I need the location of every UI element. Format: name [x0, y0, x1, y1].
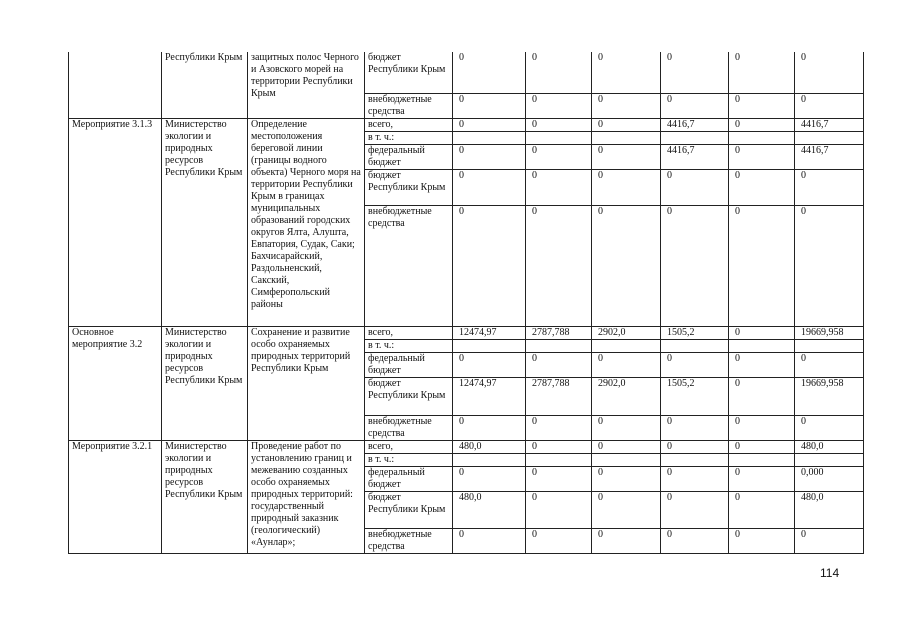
value-cell: 0 [526, 52, 592, 93]
value-cell: 0 [729, 205, 795, 326]
value-cell: 0 [592, 491, 661, 528]
value-cell: 0 [729, 415, 795, 440]
value-cell [661, 453, 729, 466]
value-cell: 0,000 [795, 466, 864, 491]
value-cell: 0 [661, 169, 729, 205]
value-cell: 0 [661, 491, 729, 528]
value-cell: 0 [795, 205, 864, 326]
value-cell: 0 [453, 52, 526, 93]
value-cell: 0 [795, 528, 864, 553]
funding-source-cell: бюджет Республики Крым [365, 52, 453, 93]
executor-cell: Министерство экологии и природных ресурсов Республики Крым [162, 440, 248, 553]
value-cell: 0 [729, 144, 795, 169]
value-cell: 4416,7 [795, 118, 864, 131]
executor-cell: Министерство экологии и природных ресурсов Республики Крым [162, 118, 248, 326]
value-cell: 0 [453, 93, 526, 118]
event-cell [69, 52, 162, 118]
description-cell: Проведение работ по установлению границ и межеванию созданных особо охраняемых природных территорий: государственный природный заказник (геологический) «Аунлар»; [248, 440, 365, 553]
value-cell: 0 [592, 93, 661, 118]
table-row [69, 118, 864, 131]
value-cell: 0 [729, 118, 795, 131]
funding-source-cell: федеральный бюджет [365, 352, 453, 377]
funding-source-cell: в т. ч.: [365, 453, 453, 466]
value-cell: 0 [526, 93, 592, 118]
funding-source-cell: внебюджетные средства [365, 205, 453, 326]
funding-source-cell: федеральный бюджет [365, 466, 453, 491]
value-cell: 0 [661, 528, 729, 553]
value-cell: 0 [453, 415, 526, 440]
value-cell: 0 [592, 415, 661, 440]
value-cell: 0 [592, 440, 661, 453]
funding-source-cell: всего, [365, 440, 453, 453]
value-cell: 0 [592, 169, 661, 205]
value-cell: 0 [592, 118, 661, 131]
value-cell: 0 [526, 491, 592, 528]
value-cell: 0 [795, 352, 864, 377]
value-cell: 480,0 [795, 491, 864, 528]
funding-source-cell: внебюджетные средства [365, 528, 453, 553]
value-cell [729, 339, 795, 352]
value-cell [453, 453, 526, 466]
funding-source-cell: в т. ч.: [365, 131, 453, 144]
table-row [69, 326, 864, 339]
event-cell: Основное мероприятие 3.2 [69, 326, 162, 440]
value-cell: 0 [729, 326, 795, 339]
value-cell: 0 [795, 52, 864, 93]
value-cell [453, 339, 526, 352]
value-cell: 0 [592, 144, 661, 169]
value-cell: 0 [729, 466, 795, 491]
value-cell: 0 [729, 377, 795, 415]
funding-source-cell: внебюджетные средства [365, 93, 453, 118]
funding-source-cell: бюджет Республики Крым [365, 491, 453, 528]
value-cell: 0 [453, 205, 526, 326]
executor-cell: Республики Крым [162, 52, 248, 118]
value-cell: 0 [592, 466, 661, 491]
value-cell: 1505,2 [661, 326, 729, 339]
value-cell [795, 339, 864, 352]
value-cell: 0 [526, 118, 592, 131]
value-cell: 0 [729, 491, 795, 528]
value-cell [661, 339, 729, 352]
value-cell: 0 [661, 440, 729, 453]
funding-source-cell: бюджет Республики Крым [365, 377, 453, 415]
value-cell: 19669,958 [795, 326, 864, 339]
page-number: 114 [820, 566, 840, 580]
value-cell: 12474,97 [453, 377, 526, 415]
value-cell: 0 [453, 144, 526, 169]
value-cell: 19669,958 [795, 377, 864, 415]
funding-source-cell: федеральный бюджет [365, 144, 453, 169]
value-cell: 0 [661, 466, 729, 491]
value-cell: 480,0 [453, 440, 526, 453]
value-cell [795, 453, 864, 466]
value-cell: 0 [661, 352, 729, 377]
value-cell: 0 [453, 466, 526, 491]
value-cell: 2902,0 [592, 326, 661, 339]
value-cell: 2902,0 [592, 377, 661, 415]
value-cell: 0 [795, 169, 864, 205]
funding-source-cell: в т. ч.: [365, 339, 453, 352]
value-cell: 2787,788 [526, 377, 592, 415]
description-cell: Сохранение и развитие особо охраняемых природных территорий Республики Крым [248, 326, 365, 440]
value-cell: 12474,97 [453, 326, 526, 339]
value-cell: 0 [661, 93, 729, 118]
value-cell [729, 131, 795, 144]
value-cell: 0 [526, 415, 592, 440]
value-cell [592, 453, 661, 466]
event-cell: Мероприятие 3.2.1 [69, 440, 162, 553]
value-cell [526, 131, 592, 144]
value-cell: 0 [661, 415, 729, 440]
value-cell: 0 [795, 415, 864, 440]
value-cell: 0 [592, 352, 661, 377]
value-cell: 0 [526, 528, 592, 553]
funding-source-cell: всего, [365, 326, 453, 339]
funding-source-cell: всего, [365, 118, 453, 131]
value-cell: 0 [729, 93, 795, 118]
value-cell: 0 [453, 352, 526, 377]
value-cell: 0 [453, 118, 526, 131]
value-cell: 2787,788 [526, 326, 592, 339]
value-cell: 0 [453, 528, 526, 553]
value-cell [526, 453, 592, 466]
value-cell [526, 339, 592, 352]
funding-source-cell: внебюджетные средства [365, 415, 453, 440]
value-cell: 0 [729, 440, 795, 453]
table-row [69, 440, 864, 453]
value-cell [453, 131, 526, 144]
value-cell [729, 453, 795, 466]
value-cell [795, 131, 864, 144]
value-cell: 0 [661, 52, 729, 93]
value-cell: 0 [592, 528, 661, 553]
value-cell: 4416,7 [661, 118, 729, 131]
executor-cell: Министерство экологии и природных ресурсов Республики Крым [162, 326, 248, 440]
value-cell: 0 [526, 440, 592, 453]
value-cell: 0 [526, 169, 592, 205]
value-cell: 480,0 [795, 440, 864, 453]
value-cell: 4416,7 [795, 144, 864, 169]
description-cell: защитных полос Черного и Азовского морей на территории Республики Крым [248, 52, 365, 118]
value-cell: 0 [592, 205, 661, 326]
value-cell [592, 339, 661, 352]
value-cell: 0 [526, 352, 592, 377]
value-cell: 0 [795, 93, 864, 118]
value-cell [661, 131, 729, 144]
funding-source-cell: бюджет Республики Крым [365, 169, 453, 205]
value-cell: 0 [453, 169, 526, 205]
value-cell [592, 131, 661, 144]
value-cell: 0 [526, 466, 592, 491]
value-cell: 1505,2 [661, 377, 729, 415]
table-row [69, 52, 864, 93]
budget-table [68, 52, 864, 554]
value-cell: 0 [729, 352, 795, 377]
value-cell: 0 [592, 52, 661, 93]
value-cell: 0 [661, 205, 729, 326]
value-cell: 0 [729, 52, 795, 93]
event-cell: Мероприятие 3.1.3 [69, 118, 162, 326]
value-cell: 4416,7 [661, 144, 729, 169]
value-cell: 0 [526, 144, 592, 169]
value-cell: 0 [729, 169, 795, 205]
value-cell: 0 [526, 205, 592, 326]
description-cell: Определение местоположения береговой линии (границы водного объекта) Черного моря на территории Республики Крым в границах муниципальных образований городских округов Ялта, Алушта, Евпатория, Судак, Саки; Бахчисарайский, Раздольненский, Сакский, Симферопольский районы [248, 118, 365, 326]
value-cell: 480,0 [453, 491, 526, 528]
value-cell: 0 [729, 528, 795, 553]
